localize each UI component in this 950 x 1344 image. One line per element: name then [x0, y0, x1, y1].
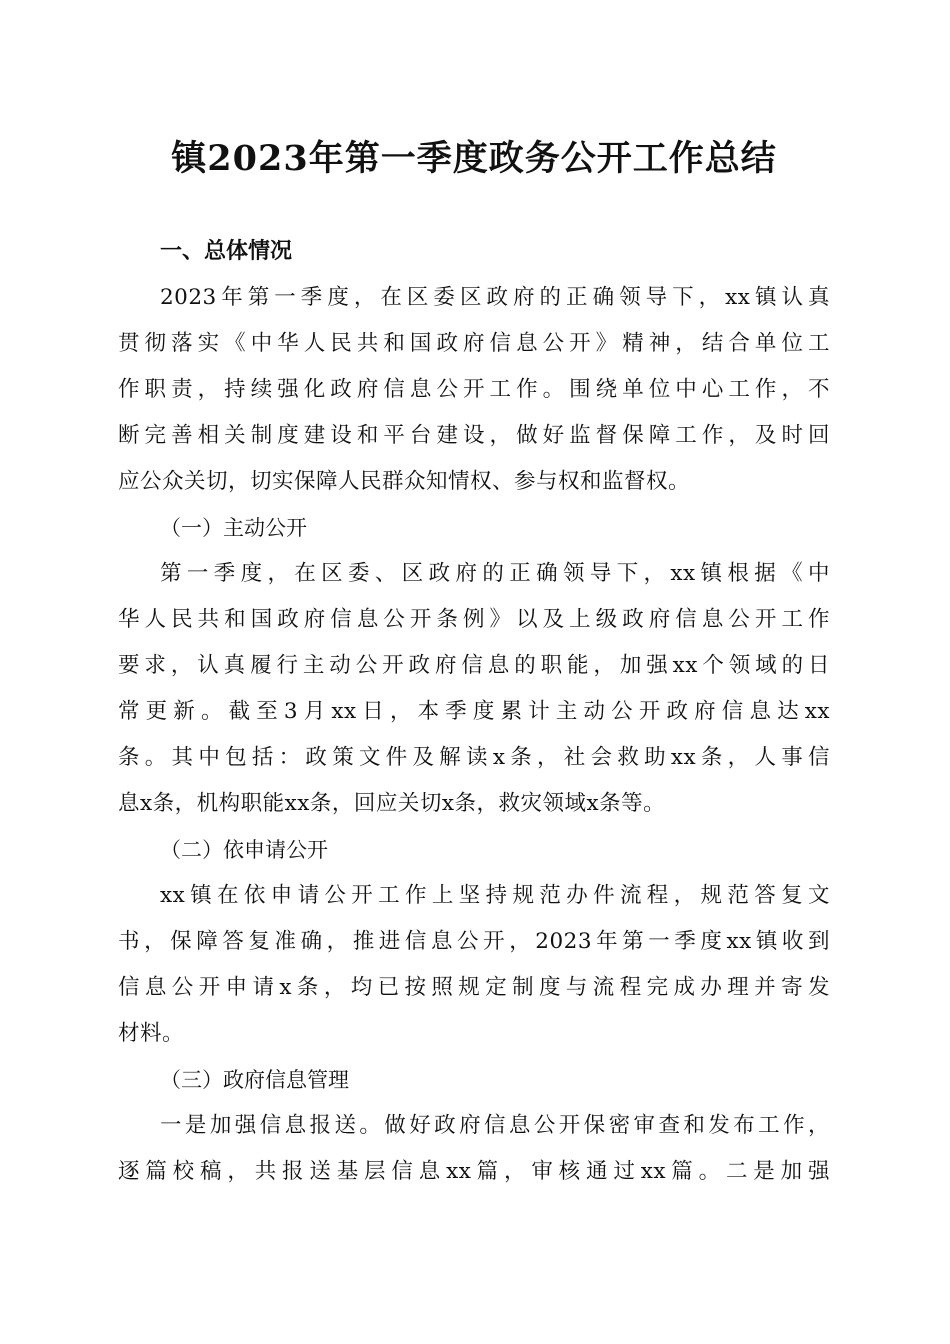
paragraph-line: 常更新。截至3月xx日，本季度累计主动公开政府信息达xx [118, 699, 830, 724]
section-heading-overview: 一、总体情况 [160, 239, 293, 264]
paragraph-line: 书，保障答复准确，推进信息公开，2023年第一季度xx镇收到 [118, 929, 830, 954]
paragraph-overview [118, 275, 830, 505]
document-title: 镇2023年第一季度政务公开工作总结 [171, 138, 777, 179]
section-heading-information-management: （三）政府信息管理 [160, 1068, 349, 1092]
paragraph-line: 逐篇校稿，共报送基层信息xx篇，审核通过xx篇。二是加强 [118, 1159, 830, 1184]
paragraph-line: xx镇在依申请公开工作上坚持规范办件流程，规范答复文 [160, 883, 830, 908]
paragraph-line: 一是加强信息报送。做好政府信息公开保密审查和发布工作， [160, 1113, 830, 1138]
paragraph-line: 华人民共和国政府信息公开条例》以及上级政府信息公开工作 [118, 607, 830, 632]
paragraph-line: 作职责，持续强化政府信息公开工作。围绕单位中心工作，不 [118, 377, 830, 402]
paragraph-line: 要求，认真履行主动公开政府信息的职能，加强xx个领域的日 [118, 653, 830, 678]
paragraph-information-management [118, 1103, 830, 1195]
document-body [118, 229, 830, 1195]
paragraph-line: 息x条，机构职能xx条，回应关切x条，救灾领域x条等。 [118, 791, 666, 816]
paragraph-application-disclosure [118, 873, 830, 1057]
paragraph-line: 断完善相关制度建设和平台建设，做好监督保障工作，及时回 [118, 423, 830, 448]
document-page [118, 0, 830, 1344]
section-heading-proactive-disclosure: （一）主动公开 [160, 516, 307, 540]
paragraph-line: 第一季度，在区委、区政府的正确领导下，xx镇根据《中 [160, 561, 830, 586]
paragraph-line: 信息公开申请x条，均已按照规定制度与流程完成办理并寄发 [118, 975, 830, 1000]
section-heading-application-disclosure: （二）依申请公开 [160, 838, 328, 862]
paragraph-line: 应公众关切，切实保障人民群众知情权、参与权和监督权。 [118, 469, 691, 494]
paragraph-line: 2023年第一季度，在区委区政府的正确领导下，xx镇认真 [160, 285, 830, 310]
paragraph-line: 材料。 [118, 1021, 185, 1046]
paragraph-line: 条。其中包括：政策文件及解读x条，社会救助xx条，人事信 [118, 745, 830, 770]
paragraph-line: 贯彻落实《中华人民共和国政府信息公开》精神，结合单位工 [118, 331, 830, 356]
paragraph-proactive-disclosure [118, 551, 830, 827]
